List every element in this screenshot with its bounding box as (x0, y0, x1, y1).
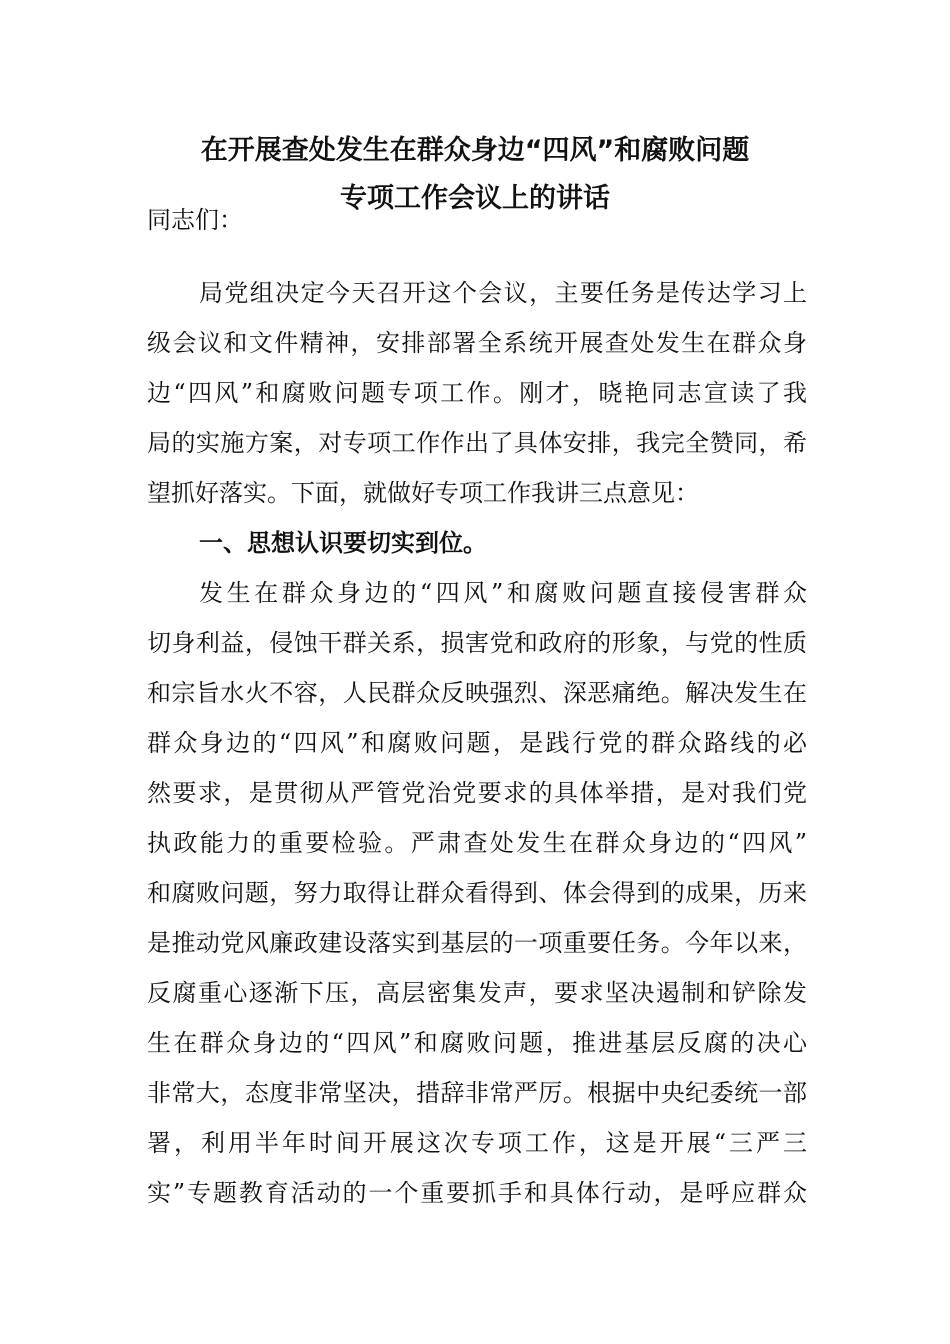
text-line: 边“四风”和腐败问题专项工作。刚才，晓艳同志宣读了我 (147, 379, 807, 407)
salutation: 同志们： (147, 206, 243, 234)
text-line: 是推动党风廉政建设落实到基层的一项重要任务。今年以来， (147, 929, 807, 957)
text-line: 望抓好落实。下面，就做好专项工作我讲三点意见： (147, 479, 699, 507)
paragraph-section-1 (147, 568, 807, 1218)
paragraph-intro (147, 268, 807, 518)
text-line: 局的实施方案，对专项工作作出了具体安排，我完全赞同，希 (147, 429, 807, 457)
text-line: 实”专题教育活动的一个重要抓手和具体行动，是呼应群众 (147, 1179, 807, 1207)
text-line: 然要求，是贯彻从严管党治党要求的具体举措，是对我们党 (147, 779, 807, 807)
title-line-2: 专项工作会议上的讲话 (340, 183, 610, 214)
section-heading-1: 一、思想认识要切实到位。 (199, 529, 487, 557)
text-line: 执政能力的重要检验。严肃查处发生在群众身边的“四风” (147, 829, 807, 857)
text-line: 切身利益，侵蚀干群关系，损害党和政府的形象，与党的性质 (147, 629, 807, 657)
text-line: 生在群众身边的“四风”和腐败问题，推进基层反腐的决心 (147, 1029, 807, 1057)
text-line: 局党组决定今天召开这个会议，主要任务是传达学习上 (199, 279, 807, 307)
text-line: 署，利用半年时间开展这次专项工作，这是开展“三严三 (147, 1129, 807, 1157)
document-body (147, 200, 807, 1218)
text-line: 群众身边的“四风”和腐败问题，是践行党的群众路线的必 (147, 729, 807, 757)
text-line: 发生在群众身边的“四风”和腐败问题直接侵害群众 (199, 579, 807, 607)
title-line-1: 在开展查处发生在群众身边“四风”和腐败问题 (200, 135, 750, 166)
text-line: 和宗旨水火不容，人民群众反映强烈、深恶痛绝。解决发生在 (147, 679, 807, 707)
text-line: 和腐败问题，努力取得让群众看得到、体会得到的成果，历来 (147, 879, 807, 907)
text-line: 非常大，态度非常坚决，措辞非常严厉。根据中央纪委统一部 (147, 1079, 807, 1107)
text-line: 级会议和文件精神，安排部署全系统开展查处发生在群众身 (147, 329, 807, 357)
text-line: 反腐重心逐渐下压，高层密集发声，要求坚决遏制和铲除发 (147, 979, 807, 1007)
